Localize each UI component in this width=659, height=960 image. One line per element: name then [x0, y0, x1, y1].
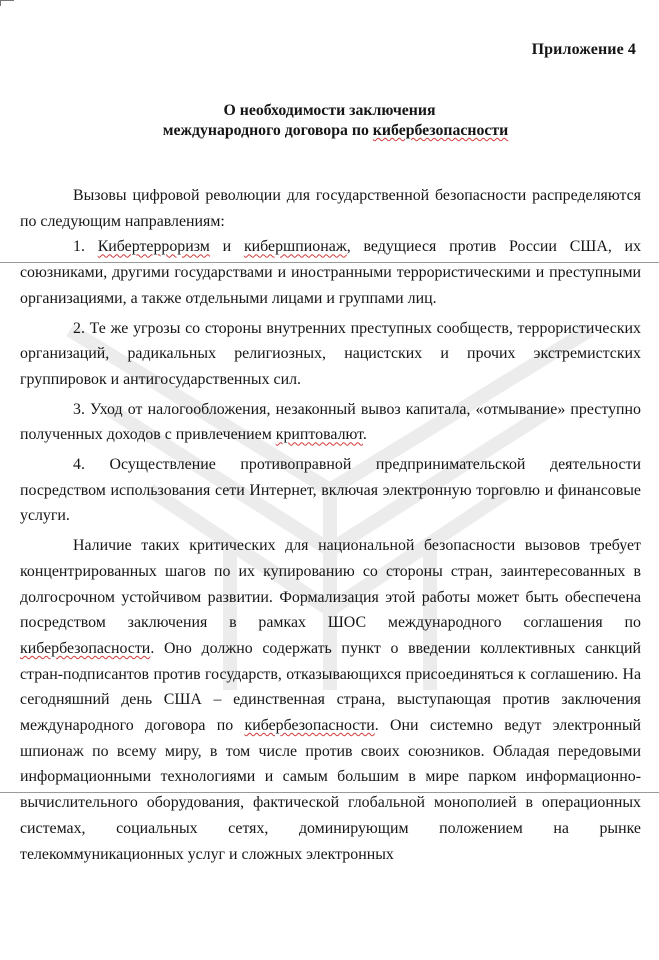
title-line-2: [0, 121, 659, 141]
list-item-4: 4. Осуществление противоправной предпринимательской деятельности посредством использования сети Интернет, включая электронную торговлю и финансовые услуги.: [20, 456, 641, 525]
main-paragraph-text: . Они системно ведут электронный шпионаж по всему миру, в том числе против своих союзников. Обладая передовыми информационными технологиями и самым большим в мире парком информационно-вычислительного оборудования, фактической глобальной монополией в операционных системах, социальных сетях, доминирующим положением на рынке телекоммуникационных услуг и сложных электронных: [20, 717, 642, 863]
document-title: [0, 101, 659, 141]
list-item-1: [20, 234, 641, 311]
title-line-2-text: международного договора по: [162, 122, 373, 139]
list-item-1-text: и: [209, 238, 244, 256]
spellcheck-word: Кибертерроризм: [97, 238, 210, 256]
spellcheck-word: кибербезопасности: [20, 639, 151, 657]
title-line-1: О необходимости заключения: [223, 102, 436, 119]
document-body: [20, 183, 641, 867]
spellcheck-word: кибершпионаж: [243, 238, 347, 256]
list-item-3-end: .: [362, 426, 367, 444]
spellcheck-word: криптовалют: [275, 426, 363, 444]
list-item-3-text: 3. Уход от налогообложения, незаконный вывоз капитала, «отмывание» преступно полученных доходов с привлечением: [20, 400, 641, 444]
scan-line: [0, 262, 659, 263]
list-item-2: 2. Те же угрозы со стороны внутренних преступных сообществ, террористических организаций, радикальных религиозных, нацистских и прочих экстремистских группировок и антигосударственных сил.: [20, 319, 641, 388]
intro-paragraph: Вызовы цифровой революции для государственной безопасности распределяются по следующим направлениям:: [20, 187, 641, 230]
main-paragraph-text: Наличие таких критических для национальной безопасности вызовов требует концентрированных шагов по их купированию со стороны стран, заинтересованных в долгосрочном устойчивом развитии. Формализация этой работы может быть обеспечена посредством заключения в рамках ШОС международного соглашения по: [20, 537, 641, 632]
list-item-3: [20, 397, 641, 448]
page-corner-mark: [0, 0, 14, 1]
appendix-label: Приложение 4: [531, 41, 636, 58]
main-paragraph: [20, 533, 641, 867]
list-item-1-number: 1.: [73, 238, 98, 256]
list-item-1-text: , ведущиеся против России США, их союзниками, другими государствами и иностранными террористическими и преступными организациями, а также отдельными лицами и группами лиц.: [20, 238, 642, 307]
scan-line: [0, 792, 659, 793]
main-paragraph-text: . Оно должно содержать пункт о введении коллективных санкций стран-подписантов против государств, отказывающихся присоединяться к соглашению. На сегодняшний день США – единственная страна, выступающая против заключения международного договора по: [20, 639, 641, 735]
title-spellcheck-word: кибербезопасности: [372, 122, 509, 139]
page-corner-mark-vertical: [0, 0, 1, 6]
spellcheck-word: кибербезопасности: [244, 717, 375, 735]
